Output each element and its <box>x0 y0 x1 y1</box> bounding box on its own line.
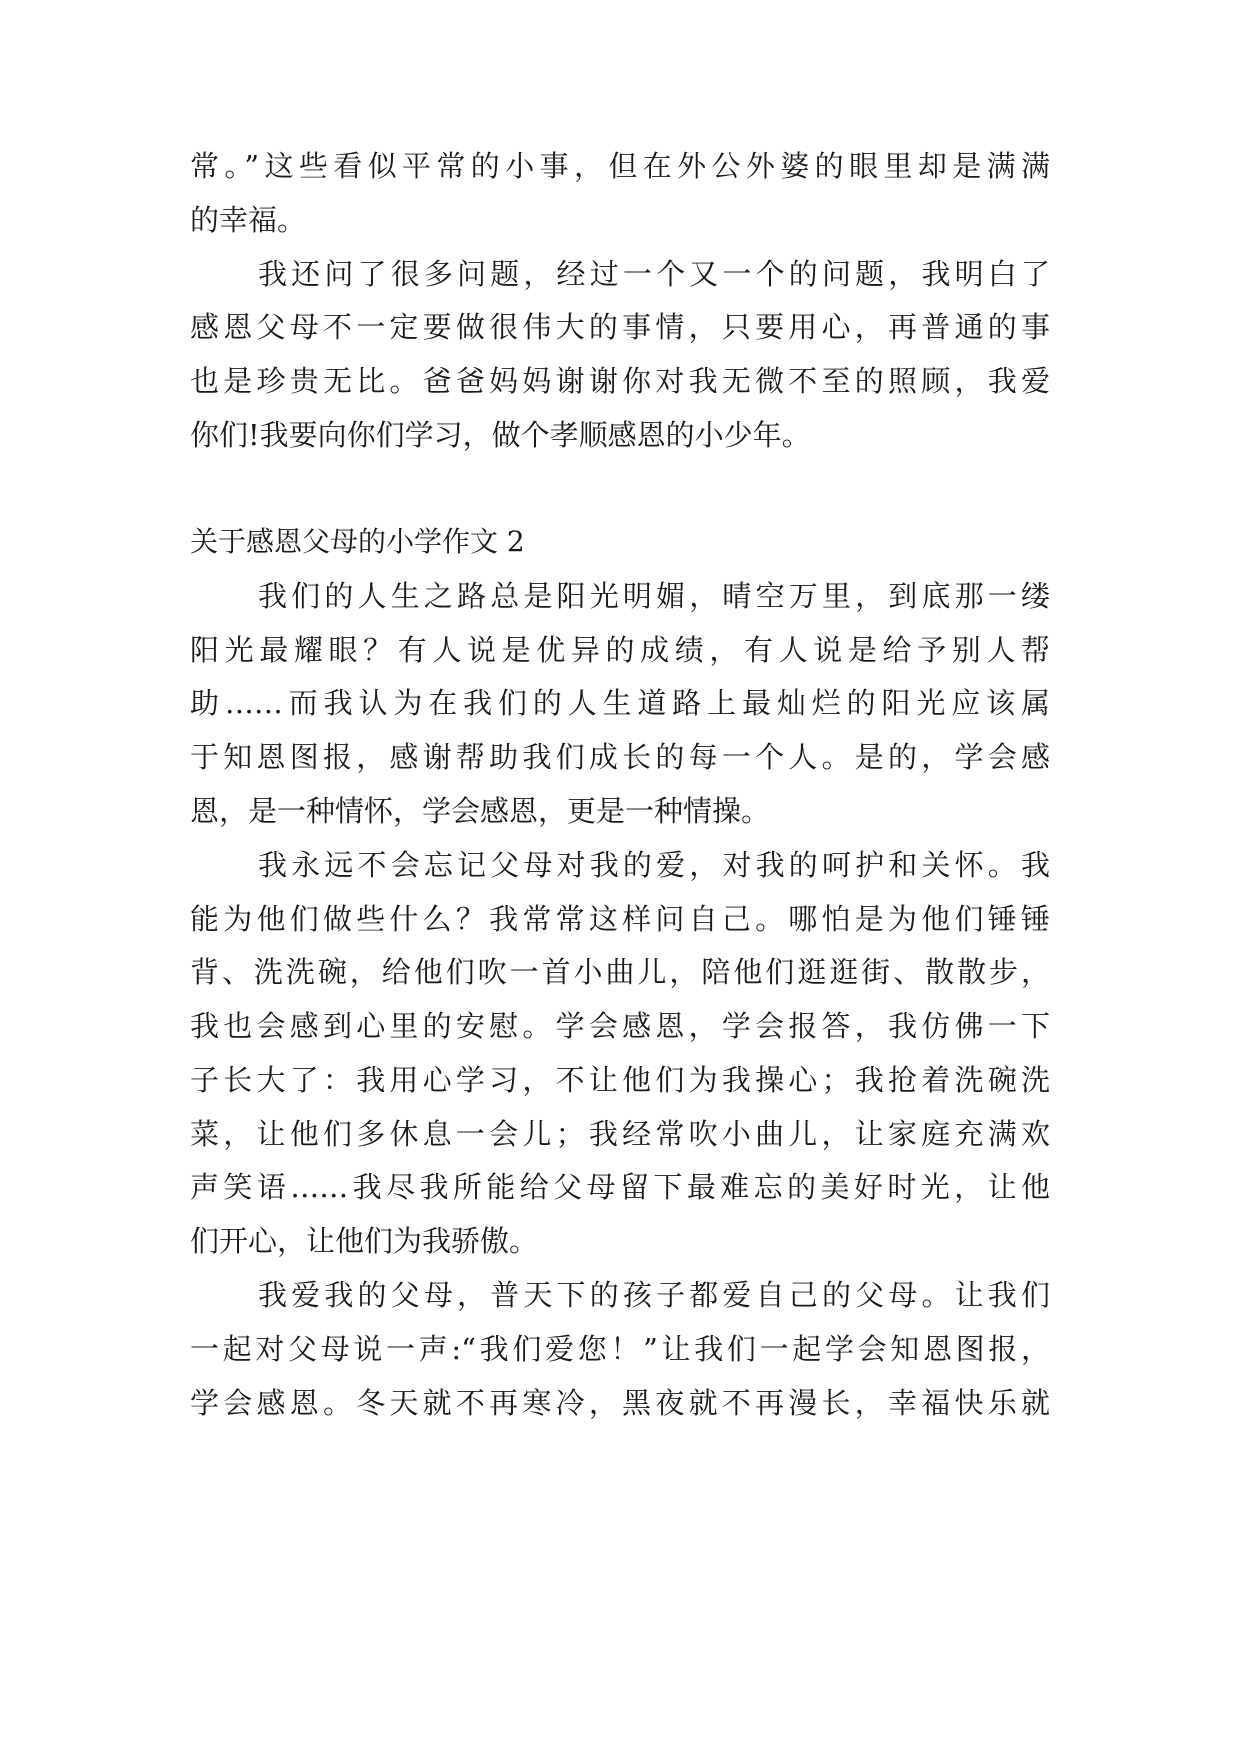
text-line: 背、洗洗碗，给他们吹一首小曲儿，陪他们逛逛街、散散步， <box>190 955 1050 989</box>
text-line: 声笑语……我尽我所能给父母留下最难忘的美好时光，让他 <box>190 1170 1050 1204</box>
text-line: 一起对父母说一声:“我们爱您！”让我们一起学会知恩图报， <box>190 1332 1050 1366</box>
text-line: 我爱我的父母，普天下的孩子都爱自己的父母。让我们 <box>258 1278 1050 1312</box>
text-line: 的幸福。 <box>190 203 307 237</box>
text-line: 我也会感到心里的安慰。学会感恩，学会报答，我仿佛一下 <box>190 1009 1050 1043</box>
text-line: 能为他们做些什么？我常常这样问自己。哪怕是为他们锤锤 <box>190 902 1050 936</box>
text-line: 阳光最耀眼？有人说是优异的成绩，有人说是给予别人帮 <box>190 633 1050 667</box>
text-line: 于知恩图报，感谢帮助我们成长的每一个人。是的，学会感 <box>190 740 1050 774</box>
text-line: 们开心，让他们为我骄傲。 <box>190 1224 539 1258</box>
text-line: 我还问了很多问题，经过一个又一个的问题，我明白了 <box>258 257 1050 291</box>
text-line: 感恩父母不一定要做很伟大的事情，只要用心，再普通的事 <box>190 310 1050 344</box>
text-line: 我们的人生之路总是阳光明媚，晴空万里，到底那一缕 <box>258 579 1050 613</box>
text-line: 助……而我认为在我们的人生道路上最灿烂的阳光应该属 <box>190 686 1050 720</box>
text-line: 菜，让他们多休息一会儿；我经常吹小曲儿，让家庭充满欢 <box>190 1117 1050 1151</box>
text-line: 常。”这些看似平常的小事，但在外公外婆的眼里却是满满 <box>190 149 1050 183</box>
text-line: 学会感恩。冬天就不再寒冷，黑夜就不再漫长，幸福快乐就 <box>190 1386 1050 1420</box>
essay-heading: 关于感恩父母的小学作文 2 <box>190 525 525 558</box>
text-line: 子长大了：我用心学习，不让他们为我操心；我抢着洗碗洗 <box>190 1063 1050 1097</box>
text-line: 也是珍贵无比。爸爸妈妈谢谢你对我无微不至的照顾，我爱 <box>190 364 1050 398</box>
text-line: 恩，是一种情怀，学会感恩，更是一种情操。 <box>190 794 771 828</box>
text-line: 你们!我要向你们学习，做个孝顺感恩的小少年。 <box>190 418 811 452</box>
text-line: 我永远不会忘记父母对我的爱，对我的呵护和关怀。我 <box>258 848 1050 882</box>
